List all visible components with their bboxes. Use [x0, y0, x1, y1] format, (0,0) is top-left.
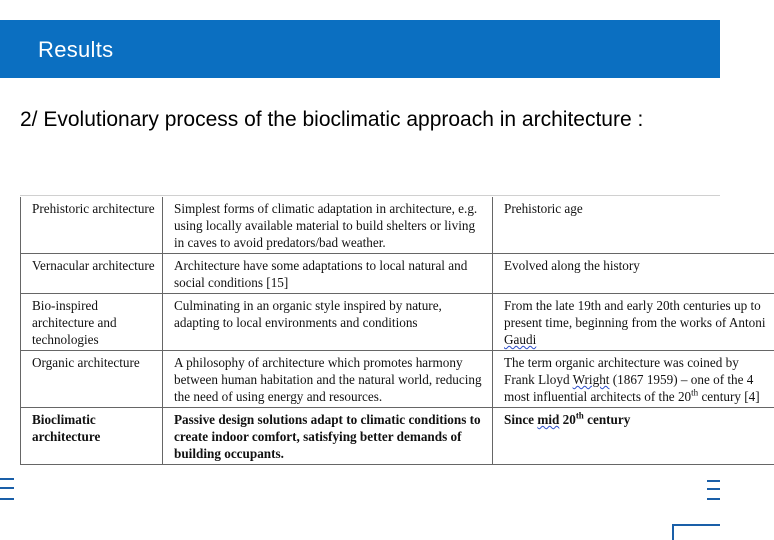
table-row: [21, 351, 774, 408]
top-strip: [0, 0, 720, 20]
row-period: Prehistoric age: [493, 197, 774, 254]
row-description: Culminating in an organic style inspired by nature, adapting to local environments and conditions: [163, 294, 493, 351]
row-label: Prehistoric architecture: [21, 197, 163, 254]
left-decoration: [0, 478, 14, 500]
row-label: Organic architecture: [21, 351, 163, 408]
period-name: Wright: [572, 372, 610, 387]
row-description: Simplest forms of climatic adaptation in architecture, e.g. using locally available material to build shelters or living in caves to avoid predators/bad weather.: [163, 197, 493, 254]
row-label: Bio-inspired architecture and technologies: [21, 294, 163, 351]
period-text: From the late 19th and early 20th centuries up to present time, beginning from the works of Antoni: [504, 298, 766, 330]
row-description: Passive design solutions adapt to climatic conditions to create indoor comfort, satisfying better demands of building occupants.: [163, 408, 493, 465]
period-text: century [4]: [698, 389, 760, 404]
period-name: mid: [537, 412, 560, 427]
superscript: th: [575, 410, 584, 421]
row-period: Evolved along the history: [493, 254, 774, 294]
period-text: The term organic architecture was coined by Frank Lloyd: [504, 355, 739, 387]
row-period: [493, 408, 774, 465]
superscript: th: [691, 387, 699, 398]
row-description: A philosophy of architecture which promotes harmony between human habitation and the natural world, reducing the need of using energy and resources.: [163, 351, 493, 408]
table-row: [21, 197, 774, 254]
section-heading: 2/ Evolutionary process of the bioclimatic approach in architecture :: [20, 108, 644, 131]
row-period: [493, 294, 774, 351]
evolution-table: [20, 197, 774, 465]
table-top-rule: [20, 195, 720, 196]
corner-decoration: [672, 524, 720, 540]
right-decoration: [707, 480, 720, 500]
table-row: [21, 254, 774, 294]
slide-title: Results: [38, 37, 114, 62]
table-row: [21, 294, 774, 351]
period-text: 20: [559, 412, 576, 427]
row-label: Vernacular architecture: [21, 254, 163, 294]
period-text: century: [583, 412, 631, 427]
period-text: Since: [504, 412, 538, 427]
row-description: Architecture have some adaptations to local natural and social conditions [15]: [163, 254, 493, 294]
table-row: [21, 408, 774, 465]
row-label: Bioclimatic architecture: [21, 408, 163, 465]
period-text: (1867 1959) – one of the 4 most influential architects of the 20: [504, 372, 754, 404]
period-name: Gaudi: [504, 332, 537, 347]
title-bar: [0, 20, 720, 78]
row-period: [493, 351, 774, 408]
